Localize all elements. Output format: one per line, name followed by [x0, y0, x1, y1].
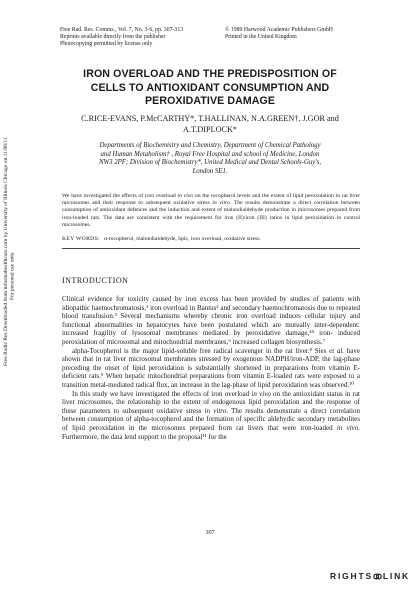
affiliation-line: and Human Metabolism† , Royal Free Hospital and school of Medicine, London [100, 150, 320, 158]
paragraph-text: on the antioxidant status in rat liver microsomes, the relationship to the extent of endogenous lipid peroxidation and the response of these parameters to subsequent oxidative stress [62, 389, 360, 415]
paragraph-text: have shown that in rat liver microsomal membranes stressed by exogenous NADPH/iron-ADP, the lag-phase preceding the onset of lipid peroxidation is substantially shortened in preparations from vitamin E-deficient rats.⁹ When hepatic mitochondrial preparations from vitamin E-loaded rats were exposed to a transition metal-mediated radical flux, an increase in the lag-phase of lipid peroxidation was observed.¹⁰ [62, 346, 360, 389]
paragraph-text: . Furthermore, the data lend support to the proposal¹¹ for the [62, 423, 360, 441]
author-list [55, 114, 365, 135]
printed-line: Printed in the United Kingdom [225, 34, 297, 40]
reprint-note: Reprints available directly from the publisher [60, 34, 166, 40]
abstract-text: . The results demonstrate a direct correlation between consumption of antioxidant defences and the induction and extent of malondialdehyde production in microsomes prepared from iron-loaded rats. The data are consistent with the requirement for iron (II)/iron (III) ratios in lipid peroxidation in control microsomes. [62, 200, 360, 228]
brand-text-before: RIGHTS [330, 571, 373, 581]
paragraph [62, 347, 360, 390]
brand-text-after: LINK [382, 571, 410, 581]
affiliation-line: London SE1. [192, 167, 228, 175]
abstract-text: We have investigated the effects of iron overload [62, 193, 178, 199]
personal-use-note: For personal use only. [9, 251, 16, 301]
affiliations [62, 142, 358, 176]
paragraph-emphasis: in vivo [336, 423, 359, 432]
paragraph-emphasis: et al. [329, 346, 345, 355]
journal-header [60, 27, 183, 48]
section-divider [62, 248, 360, 249]
copyright-line: © 1989 Harwood Academic Publishers GmbH [225, 27, 333, 33]
title-line: PEROXIDATIVE DAMAGE [144, 95, 276, 107]
paragraph [62, 390, 360, 442]
title-line: CELLS TO ANTIOXIDANT CONSUMPTION AND [90, 81, 330, 94]
photocopy-note: Photocopying permitted by license only [60, 41, 153, 47]
keywords-label: KEY WORDS: [62, 236, 100, 242]
rightslink-logo[interactable] [330, 571, 410, 581]
paragraph-text: In this study we have investigated the effects of iron overload [72, 389, 252, 398]
abstract-emphasis: in vitro [212, 200, 230, 207]
download-note: Free Radic Res Downloaded from informahealthcare.com by University of Illinois Chicago on 11/06/11 [3, 137, 9, 366]
paper-title [40, 68, 380, 109]
download-watermark [3, 137, 19, 366]
paragraph-text: alpha-Tocopherol is the major lipid-soluble free radical scavenger in the rat liver.⁸ Sies [72, 346, 330, 355]
abstract [62, 193, 360, 229]
journal-citation: Free Rad. Res. Comms., Vol. 7, No. 3-6, pp. 307-313 [60, 27, 184, 33]
keywords [62, 236, 360, 243]
body-text [62, 295, 360, 441]
section-heading: INTRODUCTION [62, 276, 129, 285]
link-icon [373, 572, 382, 581]
title-line: IRON OVERLOAD AND THE PREDISPOSITION OF [83, 68, 337, 80]
page-number: 307 [205, 529, 215, 536]
affiliation-line: Departments of Biochemistry and Chemistry, Department of Chemical Pathology [99, 142, 321, 149]
paragraph-emphasis: in vitro [204, 406, 227, 415]
paragraph-text: . The results demonstrate a direct correlation between consumption of alpha-tocopherol and the formation of specific aldehydic secondary metabolites of lipid peroxidation in the microsomes prepared from rat livers that were iron-loaded [62, 406, 360, 432]
publisher-header [225, 27, 333, 41]
paragraph: Clinical evidence for toxicity caused by iron excess has been provided by studies of patients with idiopathic haemochromatosis,¹ iron overload in Bantus² and secondary haemochromatosis due to repeated blood transfusion.³ Several mechanisms whereby chronic iron overload induces cellular injury and functional abnormalities in hepatocytes have been postulated which are mutually inter-dependent: increased fragility of lysosomal membranes mediated by peroxidative damage,⁴⁵ iron- induced peroxidation of microsomal and mitochondrial membranes,⁶ increased collagen biosynthesis.⁷ [62, 295, 360, 346]
paragraph-emphasis: in vivo [251, 389, 271, 398]
abstract-emphasis: in vivo [177, 193, 194, 199]
affiliation-line: NW3 2PF; Division of Biochemistry*, United Medical and Dental Schools-Guy's, [98, 159, 322, 167]
abstract-text: on the tocopherol levels and the extent of lipid peroxidation in rat liver microsomes and their response to subsequent oxidative stress [62, 193, 360, 207]
author-line: C.RICE-EVANS, P.McCARTHY*, T.HALLINAN, N.A.GREEN†, J.GOR and [81, 114, 339, 123]
keywords-text: α-tocopherol, malondialdehyde, hplc, iron overload, oxidative stress. [104, 236, 261, 242]
author-line: A.T.DIPLOCK* [183, 124, 237, 134]
